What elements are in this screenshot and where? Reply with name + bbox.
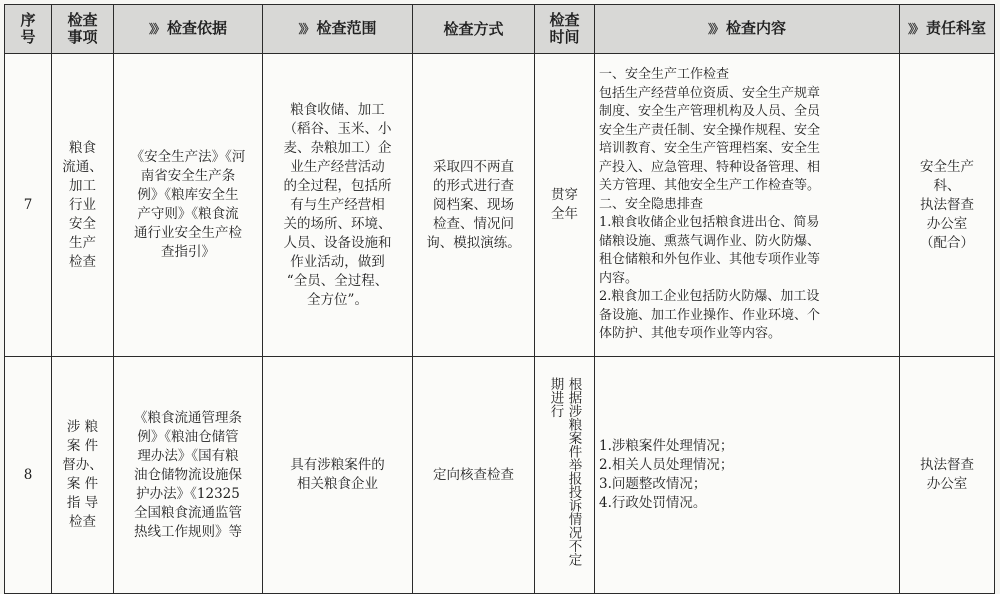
table-row xyxy=(5,357,995,594)
row-time: 根据涉粮案件举报投诉情况不定期进行 xyxy=(535,357,595,594)
row-item: 粮食 流通、 加工 行业 安全 生产 检查 xyxy=(52,54,114,357)
header-index: 序 号 xyxy=(5,5,52,54)
header-scope: 》》 检查范围 xyxy=(263,5,413,54)
row-scope: 粮食收储、加工 （稻谷、玉米、小 麦、杂粮加工）企 业生产经营活动 的全过程，包括所 有与生产经营相 关的场所、环境、 人员、设备设施和 作业活动，做到 “全员、全过程、 全方位”。 xyxy=(263,54,413,357)
inspection-table xyxy=(4,4,995,594)
row-office: 安全生产 科、 执法督查 办公室 （配合） xyxy=(900,54,995,357)
header-mark: 》》 xyxy=(148,22,163,36)
row-office: 执法督查 办公室 xyxy=(900,357,995,594)
row-content: 一、安全生产工作检查 包括生产经营单位资质、安全生产规章 制度、安全生产管理机构及人员、全员 安全生产责任制、安全操作规程、安全 培训教育、安全生产管理档案、安全生 产投入、应急管理、特种设备管理、相 关方管理、其他安全生产工作检查等。 二、安全隐患排查 1.粮食收储企业包括粮食进出仓、简易 储粮设施、熏蒸气调作业、防火防爆、 租仓储粮和外包作业、其他专项作业等 内容。 2.粮食加工企业包括防火防爆、加工设 备设施、加工作业操作、作业环境、个 体防护、其他专项作业等内容。 xyxy=(595,54,900,357)
row-basis: 《粮食流通管理条 例》《粮油仓储管 理办法》《国有粮 油仓储物流设施保 护办法》《12325 全国粮食流通监管 热线工作规则》等 xyxy=(114,357,263,594)
header-time: 检查 时间 xyxy=(535,5,595,54)
header-mark: 》》 xyxy=(707,22,722,36)
row-scope: 具有涉粮案件的 相关粮食企业 xyxy=(263,357,413,594)
row-method: 定向核查检查 xyxy=(413,357,535,594)
header-item: 检查 事项 xyxy=(52,5,114,54)
row-index: 7 xyxy=(5,54,52,357)
row-content: 1.涉粮案件处理情况； 2.相关人员处理情况； 3.问题整改情况； 4.行政处罚情况。 xyxy=(595,357,900,594)
header-office: 》》 责任科室 xyxy=(900,5,995,54)
header-basis: 》》 检查依据 xyxy=(114,5,263,54)
row-index: 8 xyxy=(5,357,52,594)
header-row xyxy=(5,5,995,54)
row-time: 贯穿 全年 xyxy=(535,54,595,357)
header-method: 检查方式 xyxy=(413,5,535,54)
row-basis: 《安全生产法》《河 南省安全生产条 例》《粮库安全生 产守则》《粮食流 通行业安全生产检 查指引》 xyxy=(114,54,263,357)
row-method: 采取四不两直 的形式进行查 阅档案、现场 检查、情况问 询、模拟演练。 xyxy=(413,54,535,357)
table-row xyxy=(5,54,995,357)
header-mark: 》》 xyxy=(907,22,922,36)
header-mark: 》》 xyxy=(298,22,313,36)
header-content: 》》 检查内容 xyxy=(595,5,900,54)
row-item: 涉 粮 案 件 督办、 案 件 指 导 检查 xyxy=(52,357,114,594)
